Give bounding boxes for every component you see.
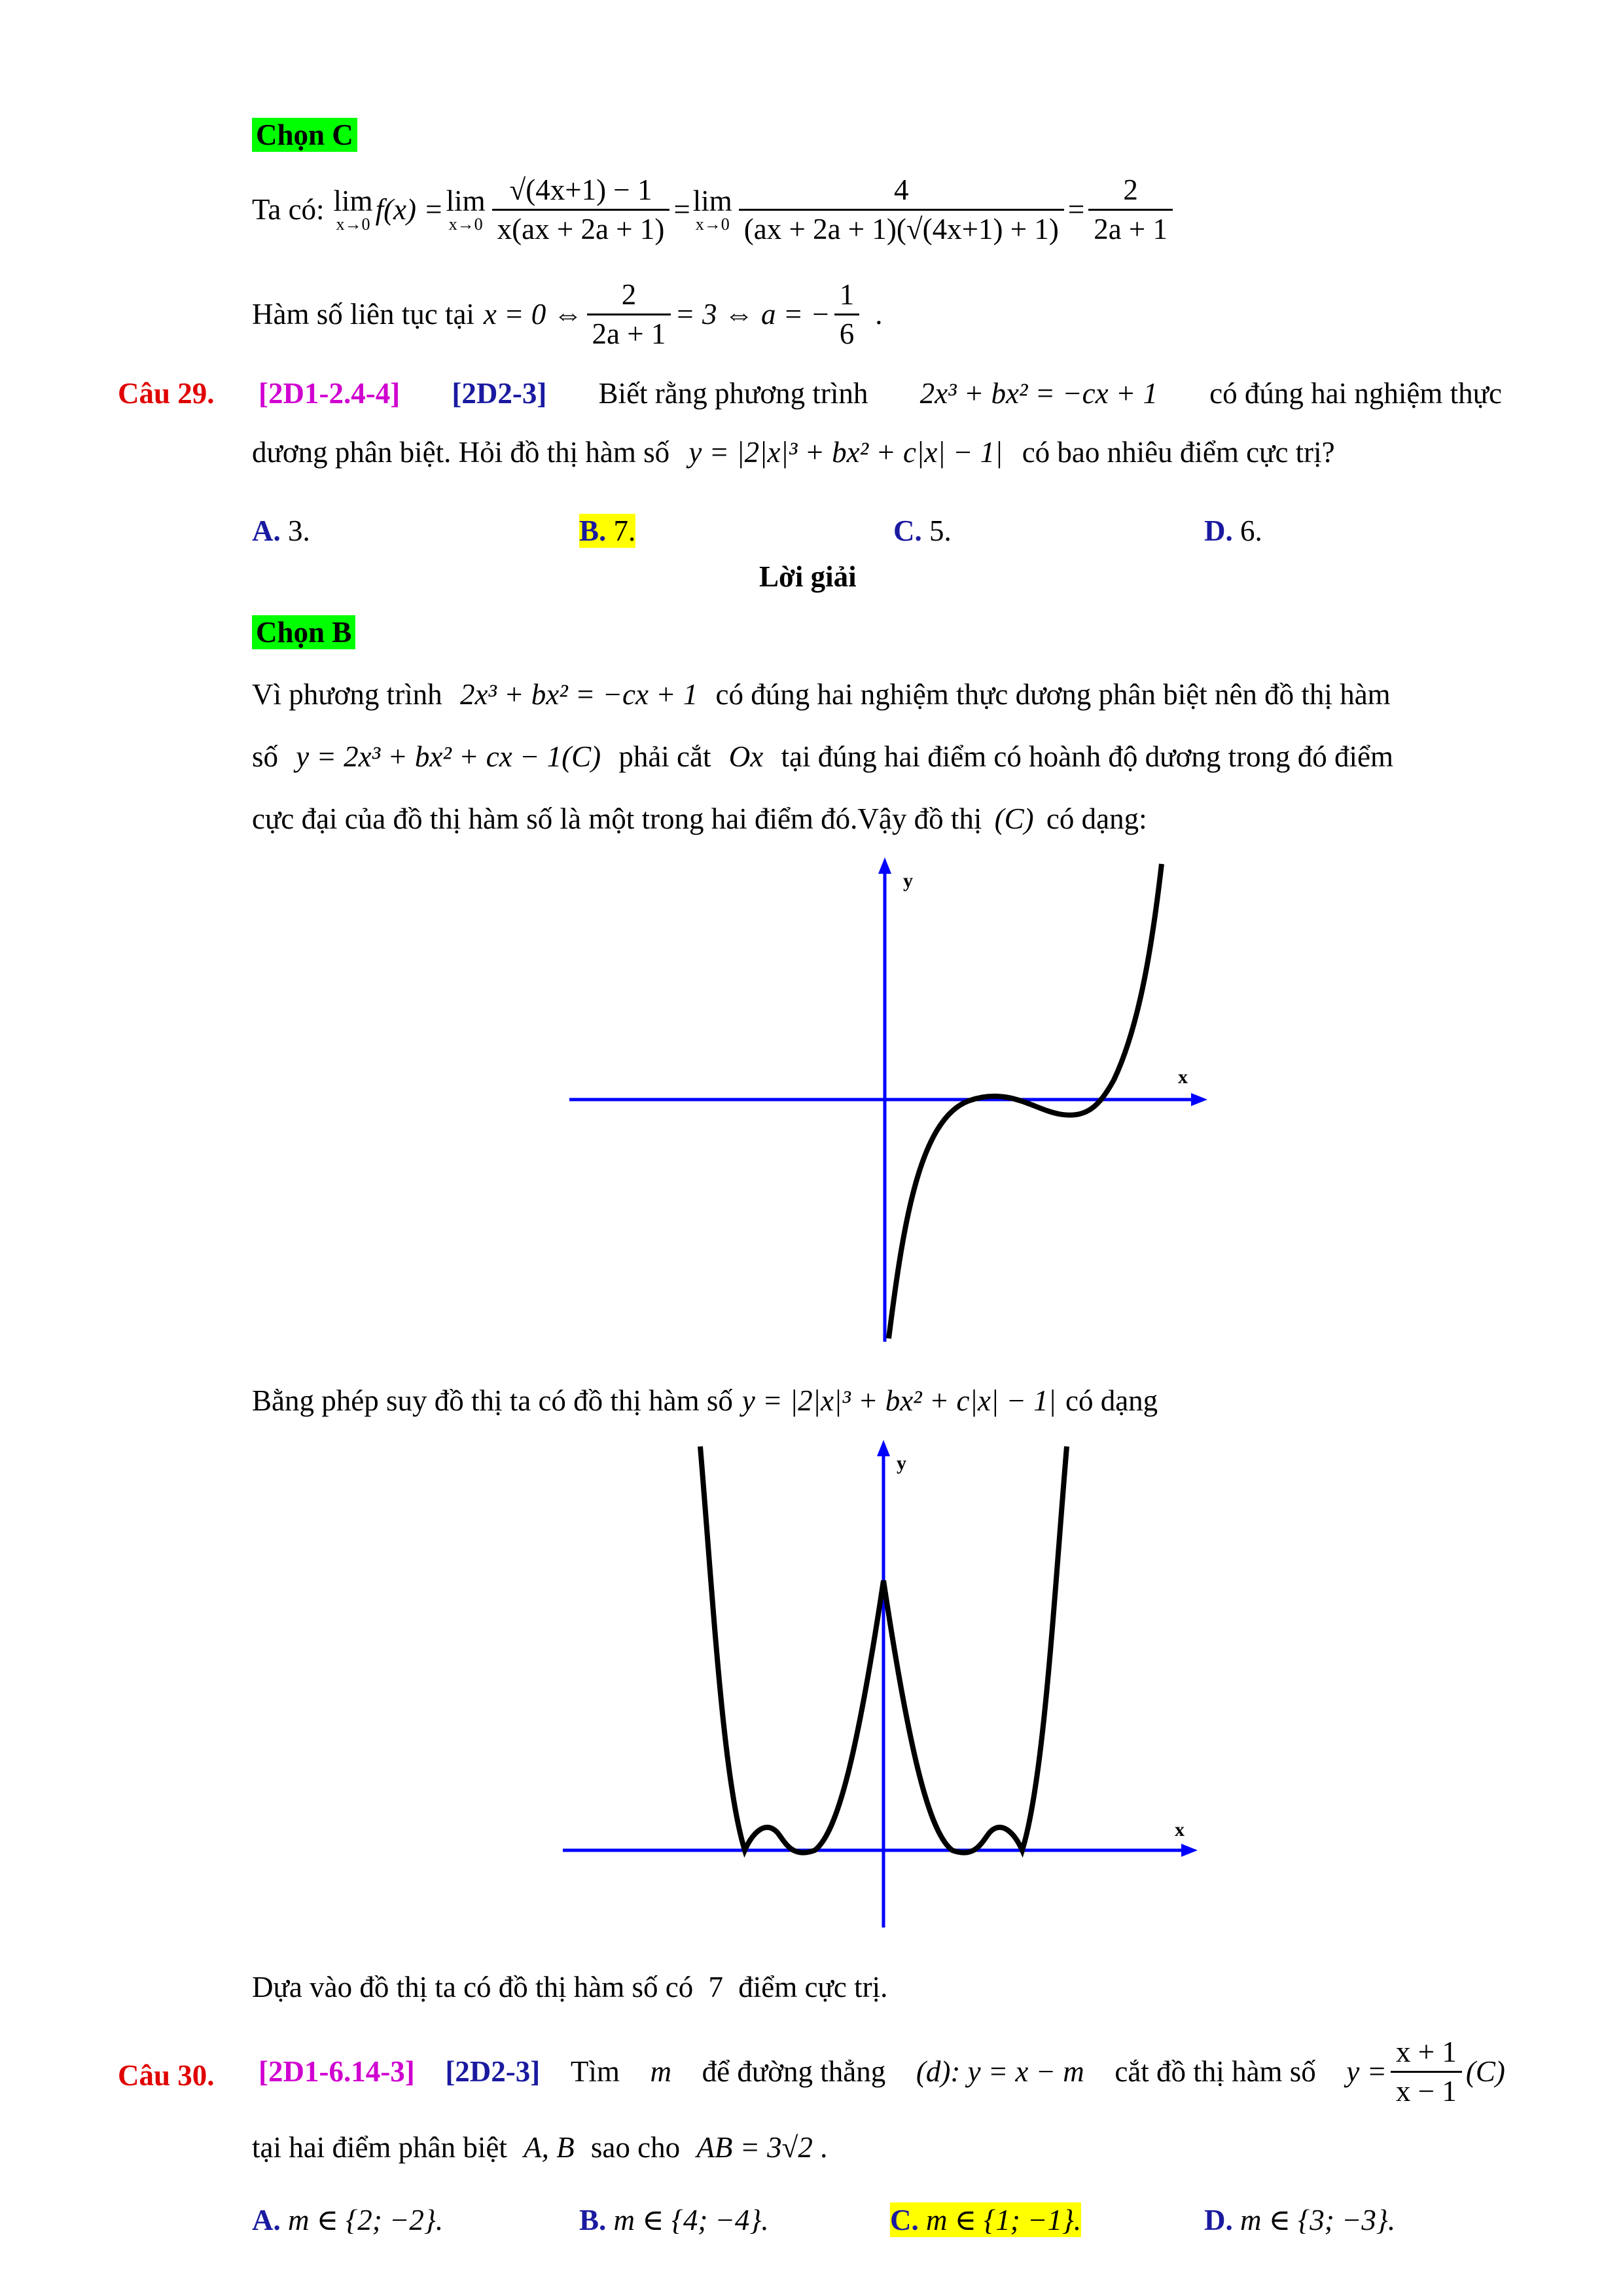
equals: = [673,193,690,226]
continuity-x: x = 0 ⇔ [483,298,583,331]
graph-2-y-arrow [877,1440,890,1456]
q30-line1-a: Tìm [570,2055,620,2088]
q30-tag2: [2D2-3] [445,2055,541,2088]
q29-line1-b: có đúng hai nghiệm thực [1209,377,1502,410]
sol-l2-fn: y = 2x³ + bx² + cx − 1(C) [296,740,601,773]
sol-l5-b: điểm cực trị. [738,1971,888,2003]
q29-option-b[interactable] [579,514,635,548]
q30-fraction-num: x + 1 [1391,2034,1462,2072]
sol-line2 [252,740,1393,774]
answer-chon-c: Chọn C [252,118,357,152]
sol-l2-b: phải cắt [618,740,711,773]
continuity-text: Hàm số liên tục tại [252,298,474,331]
lim-2 [446,184,486,234]
lim-sub: x→0 [695,214,730,234]
q30-m: m [650,2055,671,2088]
q30-option-a[interactable] [252,2202,443,2237]
a-fraction [834,276,860,352]
sol-l1-eq: 2x³ + bx² = −cx + 1 [459,678,698,711]
graph-2-x-arrow [1181,1844,1198,1857]
q29-tag1: [2D1-2.4-4] [259,377,401,410]
graph-1-x-arrow [1191,1093,1207,1106]
option-d-value: 6. [1240,514,1262,547]
q30-line2-b: sao cho [590,2131,681,2164]
q30-line2 [252,2130,827,2164]
option-c-label: C. [890,2204,919,2236]
q30-tag1: [2D1-6.14-3] [259,2055,415,2088]
q30-line1-c: cắt đồ thị hàm số [1115,2055,1316,2088]
q30-line2-a: tại hai điểm phân biệt [252,2131,507,2164]
q29-label: Câu 29. [118,377,215,410]
q29-line2-a: dương phân biệt. Hỏi đồ thị hàm số [252,436,670,469]
answer-chon-b: Chọn B [252,615,355,649]
graph-1-y-label: y [903,870,913,891]
continuity-end: . [875,298,883,331]
q29-option-a[interactable] [252,514,310,548]
sol-l3-c: (C) [994,802,1034,835]
q29-line2-b: có bao nhiêu điểm cực trị? [1022,436,1335,469]
fraction-1 [492,171,670,247]
option-b-label: B. [579,2204,607,2236]
option-b-value: 7. [613,514,636,547]
lim-3 [692,184,732,234]
q30-fraction-den: x − 1 [1396,2074,1457,2108]
fraction-3-num: 2 [1088,171,1173,210]
continuity-fraction [587,276,671,352]
lim-text: lim [333,184,373,217]
q30-line1 [259,2026,1505,2117]
fraction-2-den: (ax + 2a + 1)(√(4x+1) + 1) [743,212,1059,245]
q30-line1-b: để đường thẳng [702,2055,886,2088]
sol-l3-end: có dạng: [1046,802,1147,835]
sol-line5 [252,1970,887,2004]
continuity-result: = 3 ⇔ a = − [675,298,830,331]
q30-fn-c: (C) [1465,2055,1505,2088]
q29-tag2: [2D2-3] [452,377,547,410]
graph-2 [556,1440,1211,1937]
option-d-value: m ∈ {3; −3}. [1240,2204,1396,2236]
q30-y-eq: y = [1346,2055,1387,2088]
fraction-2-num: 4 [739,171,1064,210]
graph-1-x-label: x [1178,1066,1188,1088]
option-c-label: C. [893,514,922,547]
a-fraction-num: 1 [834,276,860,315]
sol-l1-b: có đúng hai nghiệm thực dương phân biệt nên đồ thị hàm [715,678,1391,711]
sol-l2-c: tại đúng hai điểm có hoành độ dương trong đó điểm [781,740,1394,773]
continuity-fraction-num: 2 [587,276,671,315]
q30-function [1346,2034,1505,2109]
ta-co-label: Ta có: [252,193,325,226]
sol-line4 [252,1365,1158,1437]
sol-l1-a: Vì phương trình [252,678,442,711]
loi-giai-heading: Lời giải [759,560,857,593]
q30-option-b[interactable] [579,2202,769,2237]
sol-l2-ox: Ox [728,740,764,773]
q30-label: Câu 30. [118,2059,215,2092]
limit-equation [252,160,1177,259]
sol-l4-b: có dạng [1065,1384,1158,1417]
q30-ab-eq: AB = 3√2 [696,2131,813,2164]
fraction-1-num: √(4x+1) − 1 [492,171,670,210]
sol-line3 [252,802,1147,836]
graph-1 [563,857,1217,1348]
option-d-label: D. [1204,2204,1233,2236]
lim-1 [333,184,373,234]
q29-option-d[interactable] [1204,514,1262,548]
f-of-x: f(x) = [375,193,444,226]
q29-option-c[interactable] [893,514,952,548]
q29-line1-a: Biết rằng phương trình [598,377,868,410]
graph-2-x-label: x [1175,1819,1185,1840]
q30-line-d: (d): y = x − m [916,2055,1084,2088]
sol-l4-a: Bằng phép suy đồ thị ta có đồ thị hàm số [252,1384,733,1417]
q30-line2-end: . [820,2131,828,2164]
q30-fraction [1391,2034,1462,2109]
q30-ab: A, B [524,2131,575,2164]
sol-l5-a: Dựa vào đồ thị ta có đồ thị hàm số có [252,1971,694,2003]
sol-l4-fn: y = |2|x|³ + bx² + c|x| − 1| [741,1384,1056,1417]
continuity-fraction-den: 2a + 1 [592,317,666,350]
q29-line2 [252,435,1335,469]
q30-option-c[interactable] [890,2202,1081,2237]
sol-l2-a: số [252,740,279,773]
continuity-line [252,272,882,357]
fraction-3 [1088,171,1173,247]
option-b-value: m ∈ {4; −4}. [613,2204,769,2236]
sol-l5-n: 7 [708,1971,724,2003]
option-c-value: m ∈ {1; −1}. [926,2204,1082,2236]
option-a-label: A. [252,514,281,547]
lim-sub: x→0 [448,214,483,234]
equals: = [1067,193,1085,226]
q29-function: y = |2|x|³ + bx² + c|x| − 1| [688,436,1003,469]
fraction-3-den: 2a + 1 [1094,212,1168,245]
option-a-value: m ∈ {2; −2}. [288,2204,444,2236]
option-a-value: 3. [288,514,310,547]
lim-text: lim [446,184,486,217]
a-fraction-den: 6 [839,317,855,350]
sol-l3: cực đại của đồ thị hàm số là một trong hai điểm đó.Vậy đồ thị [252,802,982,835]
q30-option-d[interactable] [1204,2202,1395,2237]
fraction-2 [739,171,1064,247]
graph-2-y-label: y [897,1452,906,1474]
graph-1-y-arrow [878,857,891,874]
q29-line1 [259,376,1502,410]
q29-equation: 2x³ + bx² = −cx + 1 [919,377,1158,410]
lim-text: lim [692,184,732,217]
option-d-label: D. [1204,514,1233,547]
option-b-label: B. [579,514,607,547]
lim-sub: x→0 [336,214,370,234]
option-a-label: A. [252,2204,281,2236]
option-c-value: 5. [929,514,952,547]
sol-line1 [252,677,1391,711]
fraction-1-den: x(ax + 2a + 1) [497,212,665,245]
